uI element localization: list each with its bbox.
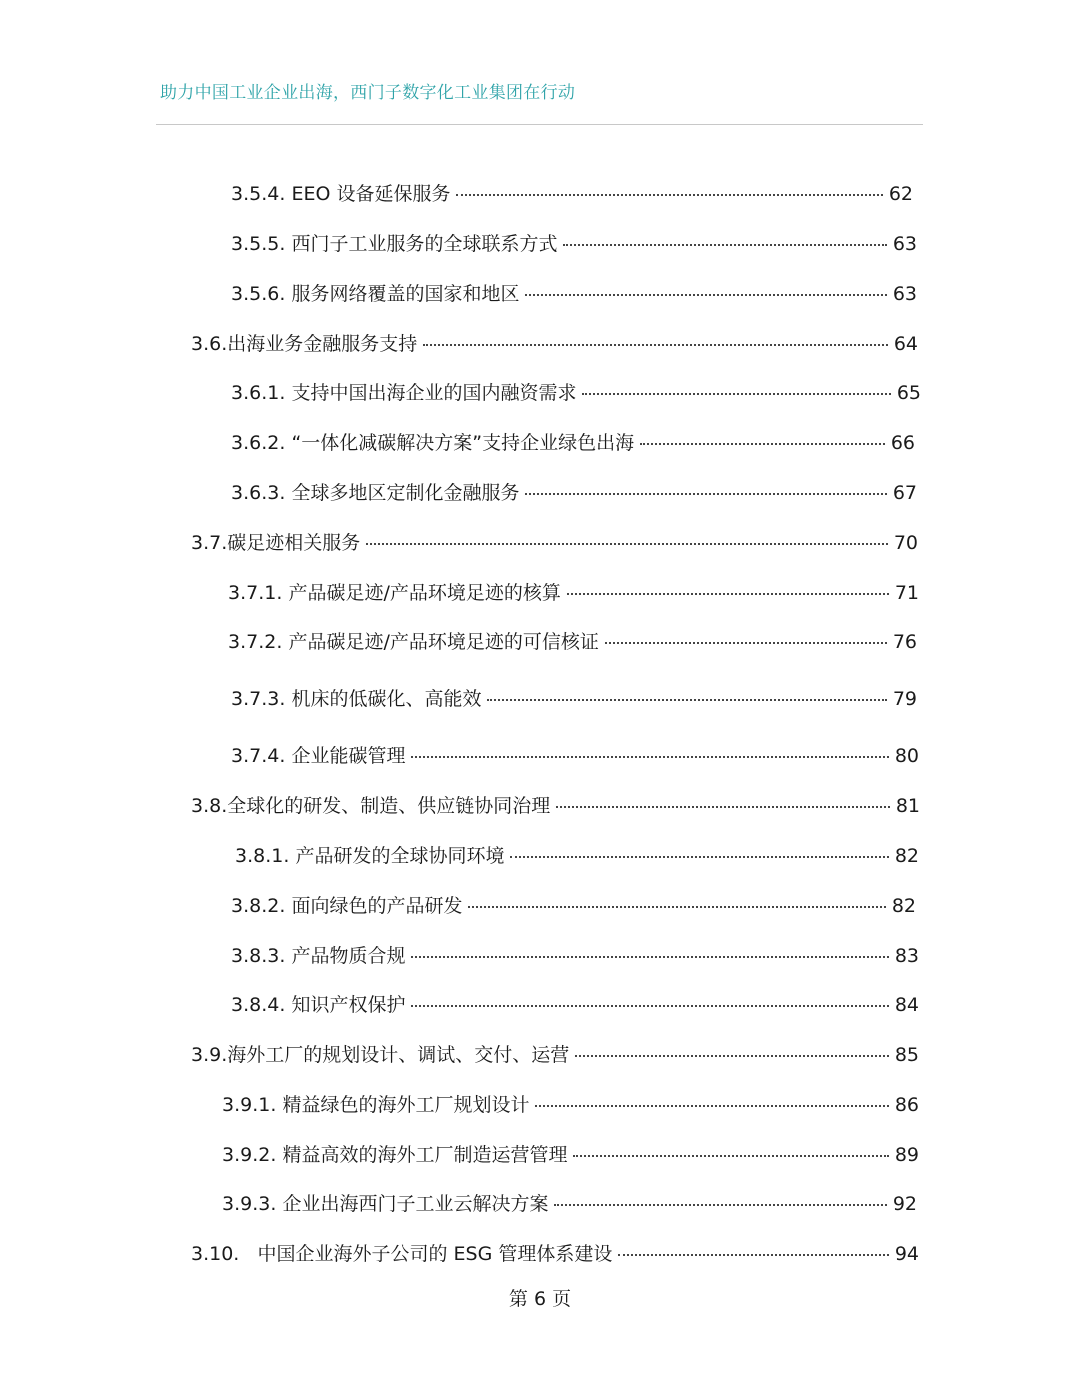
toc-entry-page: 83 — [894, 945, 919, 967]
toc-entry-page: 82 — [891, 895, 916, 917]
dot-leader — [573, 1155, 888, 1157]
toc-entry-number: 3.6.3. — [231, 482, 286, 504]
toc-entry-title: 全球多地区定制化金融服务 — [291, 482, 520, 504]
toc-entry-number: 3.5.5. — [231, 233, 286, 255]
dot-leader — [605, 642, 887, 644]
toc-entry-title: 碳足迹相关服务 — [227, 532, 361, 554]
toc-entry-page: 63 — [892, 283, 917, 305]
toc-entry-page: 86 — [894, 1094, 919, 1116]
toc-entry-number: 3.8.3. — [231, 945, 286, 967]
toc-entry-number: 3.8.1. — [235, 845, 290, 867]
toc-entry-title: 海外工厂的规划设计、调试、交付、运营 — [227, 1044, 570, 1066]
toc-entry[interactable] — [222, 1142, 919, 1168]
dot-leader — [510, 856, 888, 858]
toc-entry[interactable] — [231, 893, 916, 919]
header-divider — [156, 124, 923, 125]
dot-leader — [411, 1005, 888, 1007]
toc-entry[interactable] — [222, 1191, 917, 1217]
dot-leader — [411, 956, 888, 958]
toc-entry-title: 机床的低碳化、高能效 — [291, 688, 482, 710]
dot-leader — [567, 593, 889, 595]
toc-entry-number: 3.6.1. — [231, 382, 286, 404]
toc-entry[interactable] — [231, 992, 919, 1018]
toc-entry-title: 支持中国出海企业的国内融资需求 — [291, 382, 577, 404]
toc-entry-title: 产品碳足迹/产品环境足迹的核算 — [288, 582, 561, 604]
toc-entry-number: 3.9. — [191, 1044, 228, 1066]
dot-leader — [487, 699, 886, 701]
toc-entry-number: 3.9.1. — [222, 1094, 277, 1116]
toc-entry[interactable] — [228, 580, 919, 606]
dot-leader — [563, 244, 886, 246]
page-number-footer: 第 6 页 — [508, 1288, 572, 1310]
toc-entry[interactable] — [228, 629, 917, 655]
toc-entry-title: 产品物质合规 — [291, 945, 406, 967]
toc-entry[interactable] — [231, 480, 917, 506]
toc-entry-title: 服务网络覆盖的国家和地区 — [291, 283, 520, 305]
toc-entry-number: 3.7. — [191, 532, 228, 554]
toc-entry-number: 3.5.4. — [231, 183, 286, 205]
toc-entry-number: 3.7.2. — [228, 631, 283, 653]
dot-leader — [468, 906, 885, 908]
dot-leader — [535, 1105, 888, 1107]
toc-entry-number: 3.7.4. — [231, 745, 286, 767]
toc-entry-page: 66 — [890, 432, 915, 454]
toc-entry-title: 出海业务金融服务支持 — [227, 333, 418, 355]
toc-entry[interactable] — [231, 686, 917, 712]
toc-entry-page: 84 — [894, 994, 919, 1016]
toc-entry[interactable] — [231, 430, 915, 456]
toc-entry-page: 94 — [894, 1243, 919, 1265]
toc-entry[interactable] — [231, 943, 919, 969]
dot-leader — [554, 1204, 886, 1206]
toc-entry[interactable] — [231, 743, 919, 769]
dot-leader — [423, 344, 888, 346]
toc-entry-title: 产品碳足迹/产品环境足迹的可信核证 — [288, 631, 599, 653]
toc-entry-number: 3.8. — [191, 795, 228, 817]
toc-entry-number: 3.9.2. — [222, 1144, 277, 1166]
toc-entry-number: 3.8.4. — [231, 994, 286, 1016]
toc-entry-number: 3.7.3. — [231, 688, 286, 710]
dot-leader — [556, 806, 890, 808]
toc-entry-title: 企业能碳管理 — [291, 745, 406, 767]
toc-entry-page: 92 — [892, 1193, 917, 1215]
toc-entry-number: 3.8.2. — [231, 895, 286, 917]
toc-entry-page: 80 — [894, 745, 919, 767]
toc-entry[interactable] — [222, 1092, 919, 1118]
toc-entry-number: 3.6. — [191, 333, 228, 355]
toc-entry[interactable] — [231, 181, 913, 207]
toc-entry-title: 西门子工业服务的全球联系方式 — [291, 233, 558, 255]
toc-entry[interactable] — [191, 793, 920, 819]
toc-entry[interactable] — [231, 231, 917, 257]
toc-entry-page: 82 — [894, 845, 919, 867]
toc-entry-page: 76 — [892, 631, 917, 653]
toc-entry-page: 64 — [893, 333, 918, 355]
toc-entry-page: 79 — [892, 688, 917, 710]
toc-entry-number: 3.9.3. — [222, 1193, 277, 1215]
dot-leader — [640, 443, 885, 445]
toc-entry-title: 企业出海西门子工业云解决方案 — [282, 1193, 549, 1215]
toc-entry-page: 67 — [892, 482, 917, 504]
toc-entry-page: 70 — [893, 532, 918, 554]
toc-entry[interactable] — [191, 1042, 919, 1068]
dot-leader — [456, 194, 882, 196]
toc-entry-page: 85 — [894, 1044, 919, 1066]
toc-entry[interactable] — [191, 530, 918, 556]
dot-leader — [525, 294, 886, 296]
page-header-title: 助力中国工业企业出海，西门子数字化工业集团在行动 — [160, 83, 576, 103]
toc-entry-number: 3.10. — [191, 1243, 240, 1265]
toc-entry-page: 62 — [888, 183, 913, 205]
toc-entry-page: 63 — [892, 233, 917, 255]
toc-entry-title: EEO 设备延保服务 — [291, 183, 451, 205]
dot-leader — [575, 1055, 889, 1057]
toc-entry-number: 3.7.1. — [228, 582, 283, 604]
toc-entry-title: 产品研发的全球协同环境 — [295, 845, 505, 867]
toc-entry-page: 89 — [894, 1144, 919, 1166]
dot-leader — [366, 543, 888, 545]
toc-entry-title: “一体化减碳解决方案”支持企业绿色出海 — [291, 432, 635, 454]
dot-leader — [618, 1254, 888, 1256]
toc-entry[interactable] — [235, 843, 919, 869]
toc-entry-page: 65 — [896, 382, 921, 404]
toc-entry-title: 精益高效的海外工厂制造运营管理 — [282, 1144, 568, 1166]
toc-entry-title: 精益绿色的海外工厂规划设计 — [282, 1094, 530, 1116]
dot-leader — [582, 393, 890, 395]
toc-entry-title: 全球化的研发、制造、供应链协同治理 — [227, 795, 551, 817]
toc-entry-page: 71 — [894, 582, 919, 604]
toc-entry[interactable] — [231, 380, 921, 406]
toc-entry[interactable] — [191, 1241, 919, 1267]
toc-entry-page: 81 — [895, 795, 920, 817]
toc-entry-number: 3.5.6. — [231, 283, 286, 305]
toc-entry-number: 3.6.2. — [231, 432, 286, 454]
toc-entry-title: 中国企业海外子公司的 ESG 管理体系建设 — [257, 1243, 613, 1265]
dot-leader — [411, 756, 888, 758]
toc-entry[interactable] — [231, 281, 917, 307]
toc-entry-title: 知识产权保护 — [291, 994, 406, 1016]
toc-entry-title: 面向绿色的产品研发 — [291, 895, 463, 917]
toc-entry[interactable] — [191, 331, 918, 357]
dot-leader — [525, 493, 886, 495]
